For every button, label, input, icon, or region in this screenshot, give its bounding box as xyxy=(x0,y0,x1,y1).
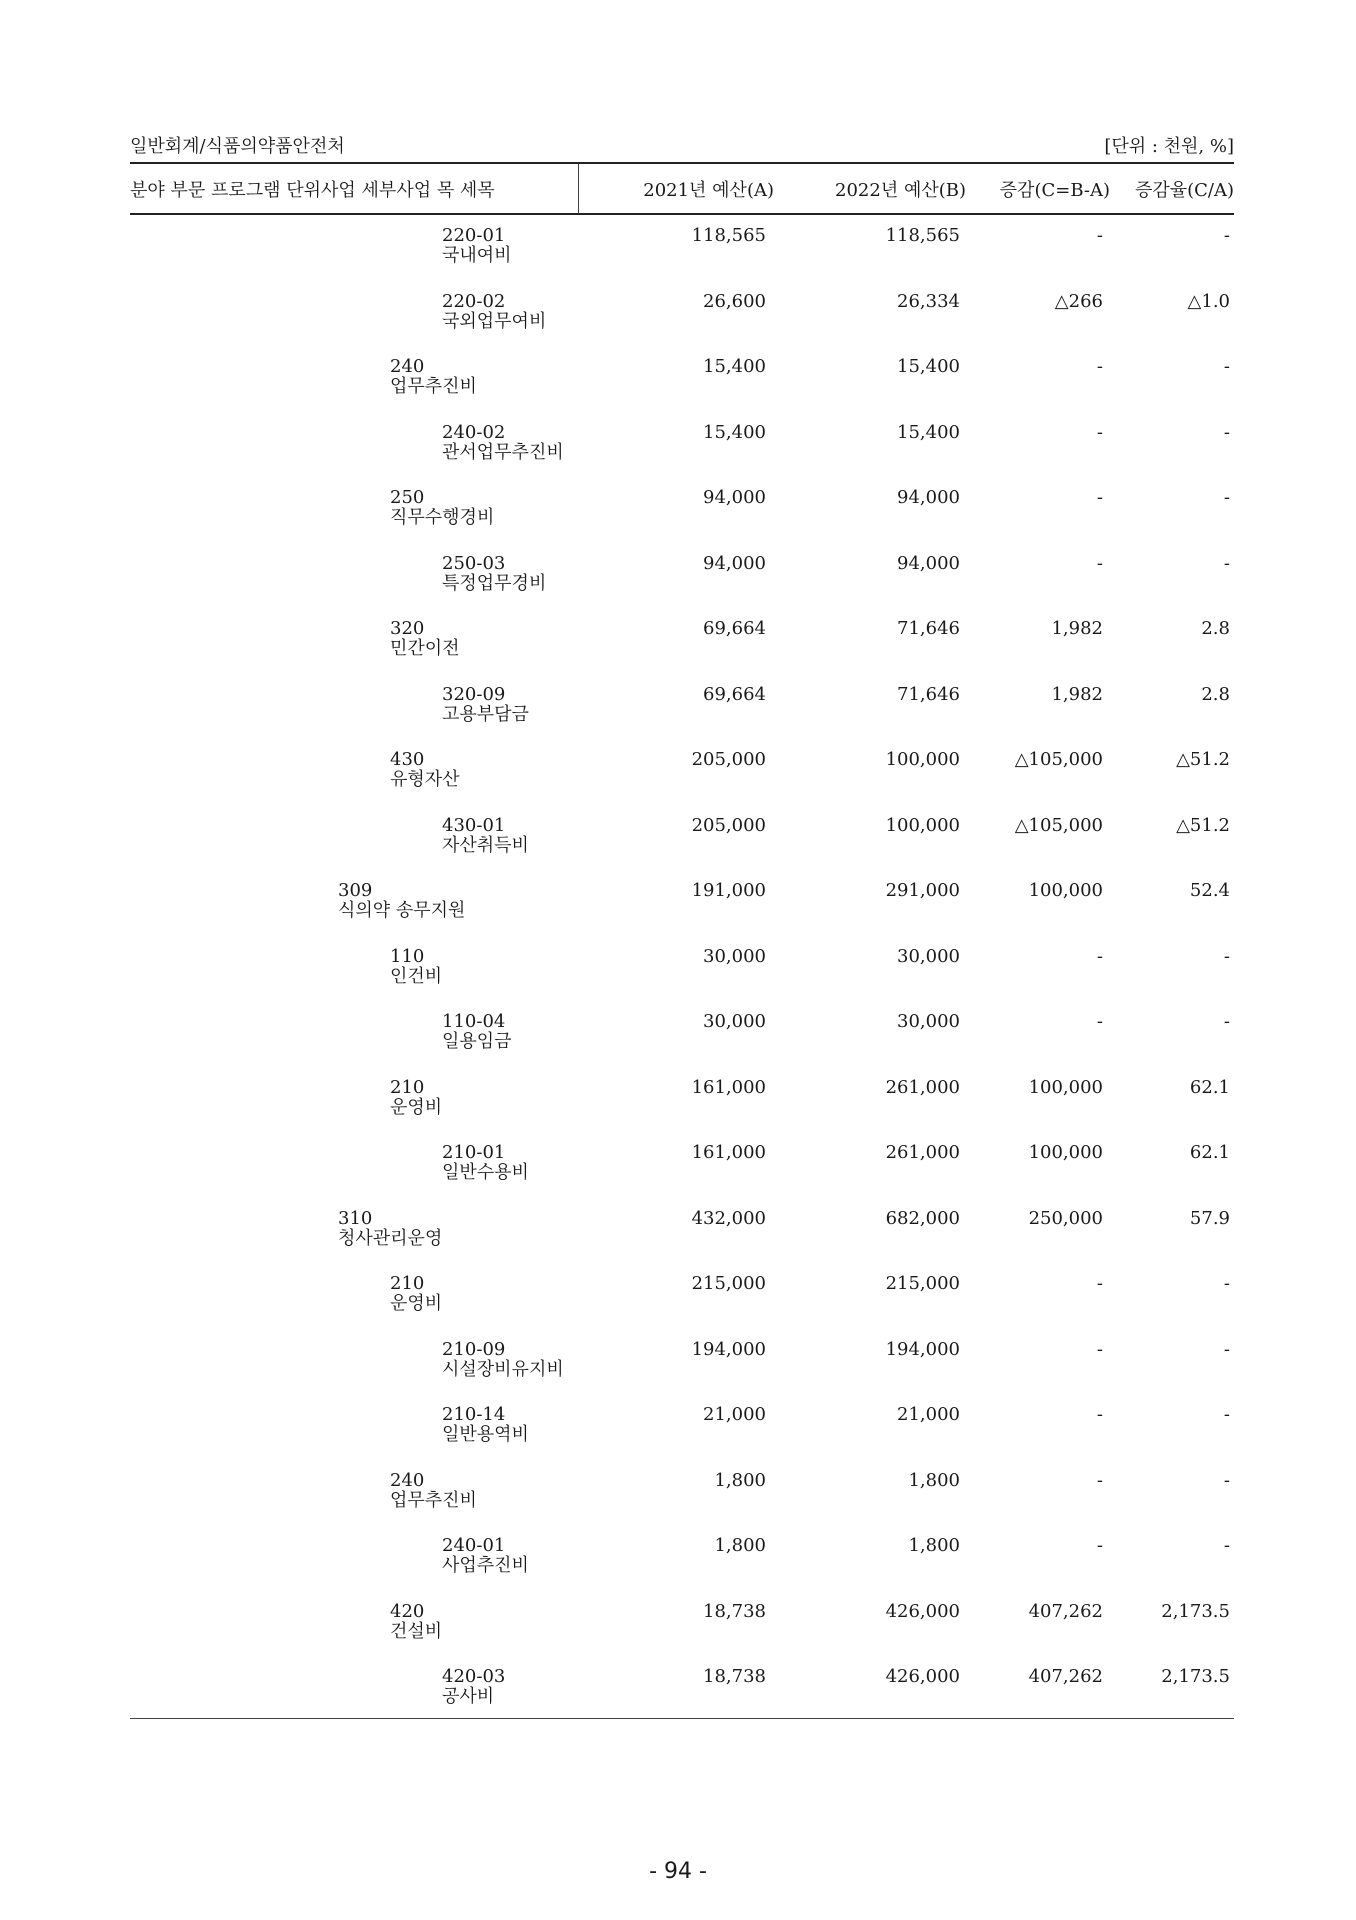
item-code: 240-01 xyxy=(442,1535,506,1556)
change-rate-value: 57.9 xyxy=(1189,1207,1230,1229)
change-value: - xyxy=(1096,421,1103,443)
change-value: △105,000 xyxy=(1014,749,1103,770)
table-row xyxy=(0,1274,1356,1338)
budget-2021-value: 69,664 xyxy=(703,618,766,639)
change-rate-value: 62.1 xyxy=(1189,1142,1230,1163)
item-name: 운영비 xyxy=(390,1096,443,1118)
budget-2021-value: 26,600 xyxy=(703,290,766,312)
table-header-rule xyxy=(130,213,1234,215)
budget-2021-value: 161,000 xyxy=(691,1142,766,1163)
change-value: - xyxy=(1096,487,1103,508)
item-code: 110 xyxy=(390,945,425,967)
item-code: 210-14 xyxy=(442,1404,506,1425)
table-row xyxy=(0,1405,1356,1469)
item-code: 240 xyxy=(390,1469,425,1491)
budget-2022-value: 30,000 xyxy=(897,945,960,967)
table-row xyxy=(0,947,1356,1011)
change-rate-value: 2.8 xyxy=(1201,618,1230,639)
item-name: 국외업무여비 xyxy=(442,310,547,332)
budget-2022-value: 426,000 xyxy=(885,1600,960,1622)
change-value: 250,000 xyxy=(1028,1207,1103,1229)
item-name: 자산취득비 xyxy=(442,834,529,856)
item-code: 309 xyxy=(338,880,373,901)
change-rate-value: 52.4 xyxy=(1189,880,1230,901)
column-header-hierarchy: 분야 부문 프로그램 단위사업 세부사업 목 세목 xyxy=(130,180,495,201)
item-code: 320 xyxy=(390,618,425,639)
item-code: 310 xyxy=(338,1207,373,1229)
table-row xyxy=(0,488,1356,552)
budget-2022-value: 94,000 xyxy=(897,552,960,574)
budget-2021-value: 215,000 xyxy=(691,1273,766,1294)
budget-2022-value: 100,000 xyxy=(885,749,960,770)
item-name: 공사비 xyxy=(442,1686,495,1707)
table-bottom-rule xyxy=(130,1718,1234,1719)
budget-2021-value: 30,000 xyxy=(703,1011,766,1032)
budget-2021-value: 118,565 xyxy=(691,225,766,246)
budget-2022-value: 194,000 xyxy=(885,1338,960,1360)
item-name: 건설비 xyxy=(390,1620,443,1642)
item-code: 430-01 xyxy=(442,814,506,836)
budget-2022-value: 15,400 xyxy=(897,356,960,377)
budget-2022-value: 94,000 xyxy=(897,487,960,508)
column-separator xyxy=(578,164,579,214)
change-value: - xyxy=(1096,1535,1103,1556)
change-value: △105,000 xyxy=(1014,814,1103,836)
budget-2021-value: 205,000 xyxy=(691,749,766,770)
item-name: 관서업무추진비 xyxy=(442,441,564,463)
item-name: 고용부담금 xyxy=(442,703,529,725)
budget-2022-value: 71,646 xyxy=(897,683,960,705)
budget-2021-value: 191,000 xyxy=(691,880,766,901)
item-code: 210 xyxy=(390,1076,425,1098)
item-code: 430 xyxy=(390,749,425,770)
change-rate-value: - xyxy=(1223,1273,1230,1294)
item-name: 업무추진비 xyxy=(390,1489,477,1511)
budget-2022-value: 291,000 xyxy=(885,880,960,901)
item-name: 민간이전 xyxy=(390,638,460,659)
budget-2022-value: 30,000 xyxy=(897,1011,960,1032)
change-value: - xyxy=(1096,1469,1103,1491)
change-rate-value: - xyxy=(1223,552,1230,574)
budget-2021-value: 161,000 xyxy=(691,1076,766,1098)
table-row xyxy=(0,1340,1356,1404)
change-rate-value: △1.0 xyxy=(1187,290,1230,312)
change-value: 1,982 xyxy=(1051,618,1103,639)
page-number: - 94 - xyxy=(649,1859,707,1884)
budget-2022-value: 682,000 xyxy=(885,1207,960,1229)
budget-2021-value: 69,664 xyxy=(703,683,766,705)
change-rate-value: - xyxy=(1223,225,1230,246)
item-code: 220-02 xyxy=(442,290,506,312)
item-code: 240 xyxy=(390,356,425,377)
budget-2022-value: 215,000 xyxy=(885,1273,960,1294)
table-row xyxy=(0,1602,1356,1666)
item-name: 직무수행경비 xyxy=(390,507,495,528)
change-value: - xyxy=(1096,1011,1103,1032)
change-value: - xyxy=(1096,356,1103,377)
change-value: - xyxy=(1096,945,1103,967)
budget-2022-value: 1,800 xyxy=(908,1535,960,1556)
budget-2021-value: 94,000 xyxy=(703,552,766,574)
item-name: 시설장비유지비 xyxy=(442,1358,564,1380)
item-code: 250-03 xyxy=(442,552,506,574)
item-name: 인건비 xyxy=(390,965,443,987)
change-rate-value: - xyxy=(1223,945,1230,967)
item-name: 일반수용비 xyxy=(442,1162,529,1183)
budget-2022-value: 71,646 xyxy=(897,618,960,639)
item-code: 210 xyxy=(390,1273,425,1294)
change-value: 100,000 xyxy=(1028,1076,1103,1098)
budget-2022-value: 1,800 xyxy=(908,1469,960,1491)
change-rate-value: - xyxy=(1223,487,1230,508)
change-rate-value: △51.2 xyxy=(1176,814,1230,836)
budget-2021-value: 432,000 xyxy=(691,1207,766,1229)
budget-2022-value: 26,334 xyxy=(897,290,960,312)
budget-2022-value: 261,000 xyxy=(885,1076,960,1098)
table-row xyxy=(0,881,1356,945)
budget-2021-value: 1,800 xyxy=(714,1469,766,1491)
change-rate-value: 2,173.5 xyxy=(1161,1600,1230,1622)
budget-2022-value: 426,000 xyxy=(885,1666,960,1687)
change-value: 100,000 xyxy=(1028,880,1103,901)
budget-2021-value: 21,000 xyxy=(703,1404,766,1425)
table-row xyxy=(0,357,1356,421)
change-rate-value: - xyxy=(1223,1011,1230,1032)
item-name: 국내여비 xyxy=(442,245,512,266)
table-row xyxy=(0,554,1356,618)
budget-2022-value: 15,400 xyxy=(897,421,960,443)
item-code: 210-09 xyxy=(442,1338,506,1360)
change-value: - xyxy=(1096,552,1103,574)
table-top-rule xyxy=(130,162,1234,164)
budget-2021-value: 205,000 xyxy=(691,814,766,836)
change-value: - xyxy=(1096,1404,1103,1425)
budget-2021-value: 194,000 xyxy=(691,1338,766,1360)
budget-2021-value: 94,000 xyxy=(703,487,766,508)
item-name: 청사관리운영 xyxy=(338,1227,443,1249)
table-row xyxy=(0,226,1356,290)
change-rate-value: △51.2 xyxy=(1176,749,1230,770)
change-rate-value: - xyxy=(1223,1338,1230,1360)
item-name: 일용임금 xyxy=(442,1031,512,1052)
budget-2021-value: 15,400 xyxy=(703,421,766,443)
table-row xyxy=(0,816,1356,880)
table-row xyxy=(0,1078,1356,1142)
change-rate-value: - xyxy=(1223,1469,1230,1491)
table-row xyxy=(0,1667,1356,1731)
column-header-change-rate: 증감율(C/A) xyxy=(1134,180,1234,201)
change-value: 407,262 xyxy=(1028,1666,1103,1687)
budget-2022-value: 21,000 xyxy=(897,1404,960,1425)
item-code: 420 xyxy=(390,1600,425,1622)
change-rate-value: - xyxy=(1223,1404,1230,1425)
budget-2021-value: 18,738 xyxy=(703,1666,766,1687)
budget-2022-value: 100,000 xyxy=(885,814,960,836)
item-code: 420-03 xyxy=(442,1666,506,1687)
column-header-budget-2021: 2021년 예산(A) xyxy=(643,180,774,201)
change-value: - xyxy=(1096,225,1103,246)
table-row xyxy=(0,750,1356,814)
item-name: 식의약 송무지원 xyxy=(338,900,466,921)
document-title: 일반회계/식품의약품안전처 xyxy=(130,136,345,157)
table-row xyxy=(0,292,1356,356)
change-value: - xyxy=(1096,1273,1103,1294)
change-value: 407,262 xyxy=(1028,1600,1103,1622)
item-code: 250 xyxy=(390,487,425,508)
item-name: 업무추진비 xyxy=(390,376,477,397)
table-row xyxy=(0,1209,1356,1273)
table-row xyxy=(0,619,1356,683)
change-value: 1,982 xyxy=(1051,683,1103,705)
budget-2022-value: 261,000 xyxy=(885,1142,960,1163)
change-rate-value: - xyxy=(1223,421,1230,443)
change-value: △266 xyxy=(1054,290,1103,312)
item-name: 특정업무경비 xyxy=(442,572,547,594)
budget-2021-value: 15,400 xyxy=(703,356,766,377)
column-header-budget-2022: 2022년 예산(B) xyxy=(835,180,966,201)
item-name: 운영비 xyxy=(390,1293,443,1314)
budget-2022-value: 118,565 xyxy=(885,225,960,246)
change-value: - xyxy=(1096,1338,1103,1360)
table-row xyxy=(0,1536,1356,1600)
unit-label: [단위 : 천원, %] xyxy=(1104,136,1234,157)
table-row xyxy=(0,1143,1356,1207)
item-code: 320-09 xyxy=(442,683,506,705)
budget-2021-value: 1,800 xyxy=(714,1535,766,1556)
change-rate-value: 2.8 xyxy=(1201,683,1230,705)
item-code: 110-04 xyxy=(442,1011,506,1032)
item-name: 유형자산 xyxy=(390,769,460,790)
change-rate-value: 2,173.5 xyxy=(1161,1666,1230,1687)
table-row xyxy=(0,1012,1356,1076)
table-row xyxy=(0,1471,1356,1535)
table-row xyxy=(0,423,1356,487)
change-rate-value: 62.1 xyxy=(1189,1076,1230,1098)
budget-2021-value: 30,000 xyxy=(703,945,766,967)
change-rate-value: - xyxy=(1223,356,1230,377)
item-name: 사업추진비 xyxy=(442,1555,529,1576)
table-row xyxy=(0,685,1356,749)
item-code: 240-02 xyxy=(442,421,506,443)
budget-2021-value: 18,738 xyxy=(703,1600,766,1622)
column-header-change: 증감(C=B-A) xyxy=(999,180,1110,201)
item-code: 220-01 xyxy=(442,225,506,246)
item-name: 일반용역비 xyxy=(442,1424,529,1445)
change-value: 100,000 xyxy=(1028,1142,1103,1163)
change-rate-value: - xyxy=(1223,1535,1230,1556)
item-code: 210-01 xyxy=(442,1142,506,1163)
